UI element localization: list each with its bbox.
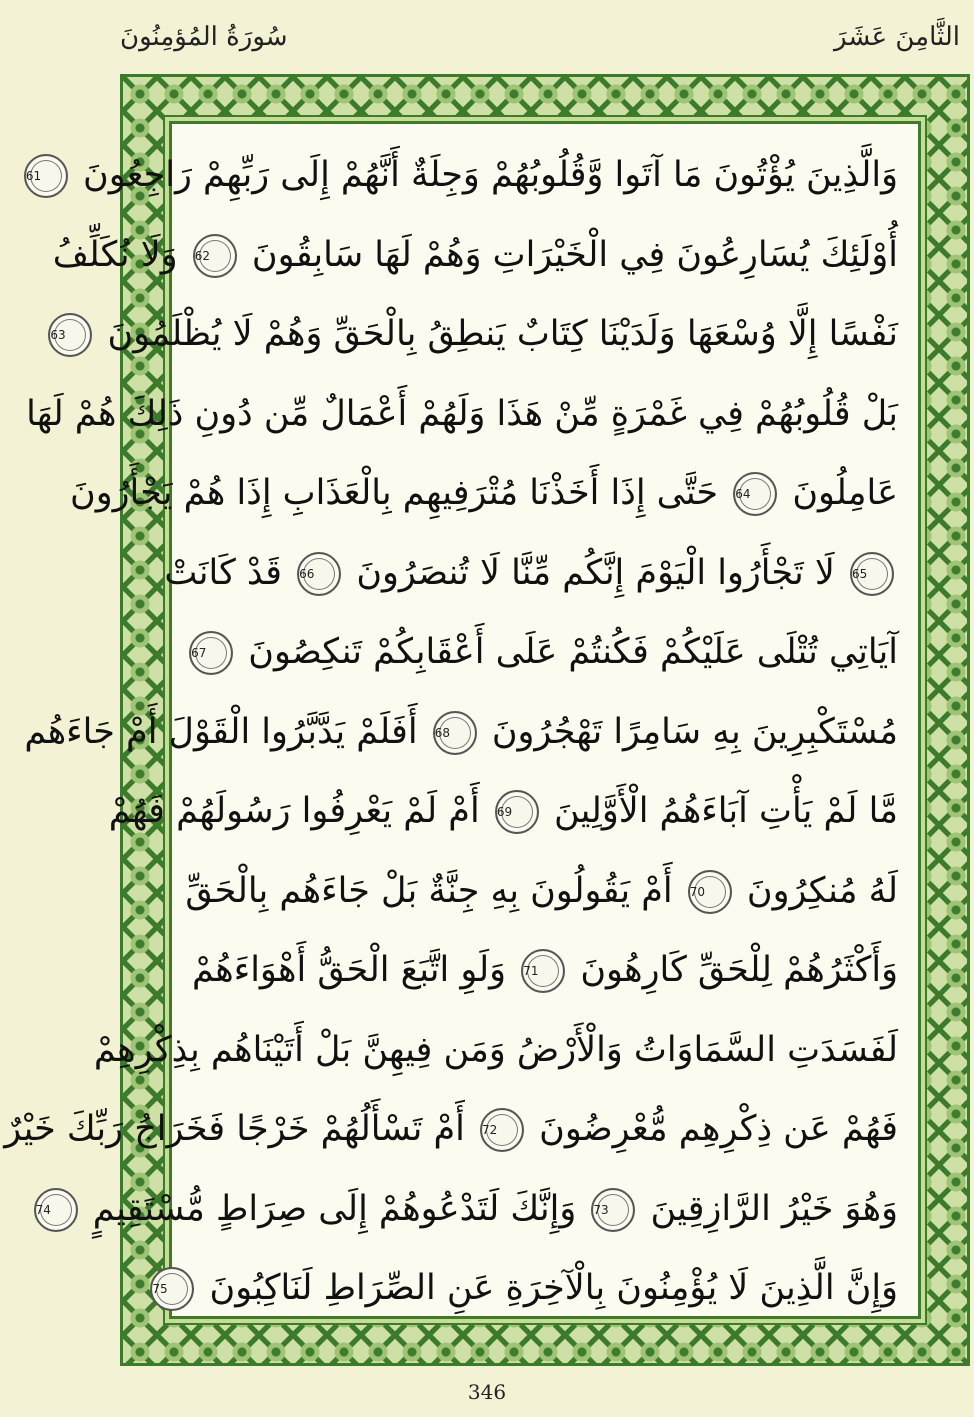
text-line (185, 852, 898, 932)
text-line (24, 693, 898, 773)
line-text: مَّا لَمْ يَأْتِ آبَاءَهُمُ الْأَوَّلِينَ (553, 791, 898, 831)
text-line (192, 931, 898, 1011)
line-text-after: أَفَلَمْ يَدَّبَّرُوا الْقَوْلَ أَمْ جَاءَهُم (24, 711, 418, 752)
line-text: وَأَكْثَرُهُمْ لِلْحَقِّ كَارِهُونَ (580, 950, 898, 990)
ayah-number-marker: 64 (733, 472, 777, 516)
line-text: وَالَّذِينَ يُؤْتُونَ مَا آتَوا وَّقُلُوبُهُمْ وَجِلَةٌ أَنَّهُمْ إِلَى رَبِّهِمْ رَاجِعُونَ (82, 155, 898, 195)
line-text-after: قَدْ كَانَتْ (164, 552, 283, 593)
ayah-number-marker: 72 (480, 1108, 524, 1152)
line-text: آيَاتِي تُتْلَى عَلَيْكُمْ فَكُنتُمْ عَلَى أَعْقَابِكُمْ تَنكِصُونَ (248, 632, 898, 672)
ayah-number-marker: 62 (193, 234, 237, 278)
line-text-after: أَمْ يَقُولُونَ بِهِ جِنَّةٌ بَلْ جَاءَهُم بِالْحَقِّ (185, 870, 673, 911)
line-text: فَهُمْ عَن ذِكْرِهِم مُّعْرِضُونَ (539, 1109, 898, 1149)
text-line (50, 295, 898, 375)
line-text-after: وَلَوِ اتَّبَعَ الْحَقُّ أَهْوَاءَهُمْ (192, 950, 507, 990)
line-text: مُسْتَكْبِرِينَ بِهِ سَامِرًا تَهْجُرُونَ (491, 711, 898, 752)
text-line (26, 375, 898, 455)
line-text: عَامِلُونَ (792, 473, 898, 513)
ayah-number-marker: 63 (48, 313, 92, 357)
text-line (152, 1249, 898, 1329)
text-line (35, 1170, 898, 1250)
ayah-number-marker: 74 (34, 1188, 78, 1232)
juz-title: الثَّامِنَ عَشَرَ (834, 22, 960, 52)
line-text: وَهُوَ خَيْرُ الرَّازِقِينَ (650, 1188, 898, 1229)
line-text: وَإِنَّ الَّذِينَ لَا يُؤْمِنُونَ بِالْآخِرَةِ عَنِ الصِّرَاطِ لَنَاكِبُونَ (209, 1268, 898, 1308)
text-line (93, 1011, 898, 1091)
ayah-number-marker: 71 (521, 949, 565, 993)
ayah-number-marker: 75 (150, 1267, 194, 1311)
line-text: أُوْلَئِكَ يُسَارِعُونَ فِي الْخَيْرَاتِ وَهُمْ لَهَا سَابِقُونَ (251, 234, 898, 275)
ornamental-frame (4, 74, 970, 1366)
ayah-number-marker: 69 (495, 790, 539, 834)
text-line (4, 1090, 898, 1170)
ayah-number-marker: 68 (433, 711, 477, 755)
surah-title: سُورَةُ المُؤمِنُونَ (120, 22, 288, 52)
text-line (108, 772, 898, 852)
ayah-number-marker: 65 (850, 552, 894, 596)
line-text-after: وَلَا نُكَلِّفُ (52, 234, 178, 275)
line-text-after: حَتَّى إِذَا أَخَذْنَا مُتْرَفِيهِم بِالْعَذَابِ إِذَا هُمْ يَجْأَرُونَ (70, 473, 719, 513)
line-text: نَفْسًا إِلَّا وُسْعَهَا وَلَدَيْنَا كِتَابٌ يَنطِقُ بِالْحَقِّ وَهُمْ لَا يُظْلَمُونَ (107, 314, 898, 354)
text-line (25, 136, 898, 216)
line-text: بَلْ قُلُوبُهُمْ فِي غَمْرَةٍ مِّنْ هَذَا وَلَهُمْ أَعْمَالٌ مِّن دُونِ ذَلِكَ هُمْ لَهَا (26, 393, 898, 434)
ayah-number-marker: 70 (688, 870, 732, 914)
text-line (192, 613, 898, 693)
ayah-number-marker: 73 (591, 1188, 635, 1232)
line-text-after: أَمْ تَسْأَلُهُمْ خَرْجًا فَخَرَاجُ رَبِّكَ خَيْرٌ (4, 1109, 465, 1149)
quran-text (4, 136, 898, 1308)
ayah-number-marker: 61 (24, 154, 68, 198)
line-text: لَهُ مُنكِرُونَ (746, 870, 898, 911)
ayah-number-marker: 67 (189, 631, 233, 675)
line-text-after: وَإِنَّكَ لَتَدْعُوهُمْ إِلَى صِرَاطٍ مُّسْتَقِيمٍ (92, 1188, 577, 1229)
line-text-after: أَمْ لَمْ يَعْرِفُوا رَسُولَهُمْ فَهُمْ (108, 791, 480, 831)
page-number: 346 (467, 1380, 507, 1404)
page-header (0, 0, 974, 78)
line-text: لَفَسَدَتِ السَّمَاوَاتُ وَالْأَرْضُ وَمَن فِيهِنَّ بَلْ أَتَيْنَاهُم بِذِكْرِهِمْ (93, 1029, 898, 1070)
line-text: لَا تَجْأَرُوا الْيَوْمَ إِنَّكُم مِّنَّا لَا تُنصَرُونَ (356, 552, 835, 593)
text-line (164, 534, 898, 614)
ayah-number-marker: 66 (297, 552, 341, 596)
text-panel (4, 121, 921, 1319)
text-line (70, 454, 898, 534)
text-line (52, 216, 898, 296)
